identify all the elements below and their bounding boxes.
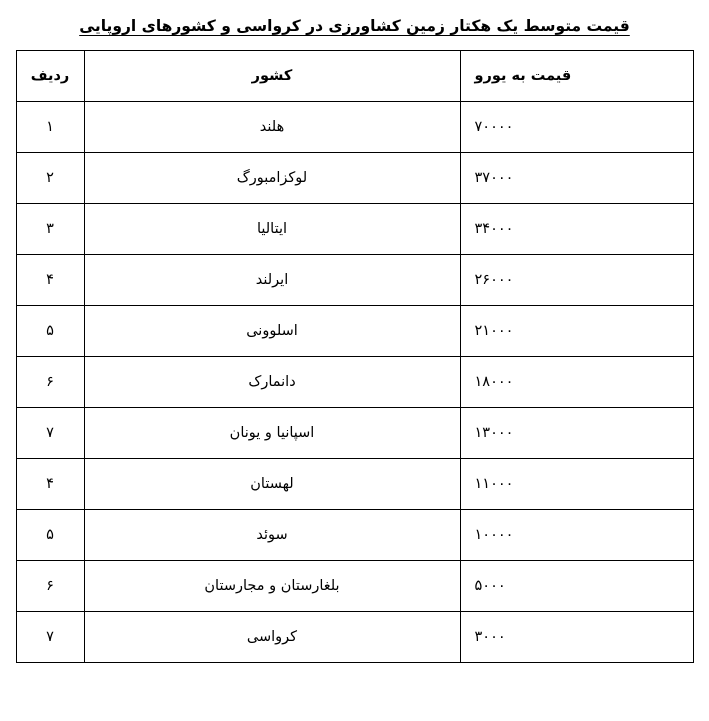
cell-country: دانمارک xyxy=(84,357,460,408)
cell-price: ۱۰۰۰۰ xyxy=(460,510,693,561)
page-title: قیمت متوسط یک هکتار زمین کشاورزی در کرواسی و کشورهای اروپایی xyxy=(79,17,630,35)
cell-price: ۱۳۰۰۰ xyxy=(460,408,693,459)
cell-price: ۵۰۰۰ xyxy=(460,561,693,612)
cell-index: ۴ xyxy=(16,255,84,306)
cell-country: اسپانیا و یونان xyxy=(84,408,460,459)
cell-index: ۵ xyxy=(16,510,84,561)
cell-price: ۲۶۰۰۰ xyxy=(460,255,693,306)
cell-country: ایرلند xyxy=(84,255,460,306)
table-row xyxy=(16,459,693,510)
cell-index: ۶ xyxy=(16,357,84,408)
cell-index: ۷ xyxy=(16,408,84,459)
cell-country: هلند xyxy=(84,102,460,153)
cell-country: ایتالیا xyxy=(84,204,460,255)
cell-country: کرواسی xyxy=(84,612,460,663)
table-header xyxy=(16,51,693,102)
table-row xyxy=(16,612,693,663)
column-header-price: قیمت به یورو xyxy=(460,51,693,102)
cell-index: ۲ xyxy=(16,153,84,204)
cell-country: سوئد xyxy=(84,510,460,561)
table-row xyxy=(16,255,693,306)
cell-index: ۱ xyxy=(16,102,84,153)
table-body xyxy=(16,102,693,663)
cell-price: ۱۱۰۰۰ xyxy=(460,459,693,510)
cell-price: ۲۱۰۰۰ xyxy=(460,306,693,357)
cell-country: اسلوونی xyxy=(84,306,460,357)
table-row xyxy=(16,561,693,612)
table-row xyxy=(16,306,693,357)
column-header-index: ردیف xyxy=(16,51,84,102)
table-row xyxy=(16,408,693,459)
cell-index: ۳ xyxy=(16,204,84,255)
table-row xyxy=(16,102,693,153)
table-row xyxy=(16,357,693,408)
cell-price: ۳۷۰۰۰ xyxy=(460,153,693,204)
cell-index: ۵ xyxy=(16,306,84,357)
cell-price: ۷۰۰۰۰ xyxy=(460,102,693,153)
cell-price: ۳۴۰۰۰ xyxy=(460,204,693,255)
farmland-price-table xyxy=(16,50,694,663)
table-row xyxy=(16,510,693,561)
cell-index: ۷ xyxy=(16,612,84,663)
title-container xyxy=(0,0,709,38)
cell-country: لوکزامبورگ xyxy=(84,153,460,204)
cell-country: بلغارستان و مجارستان xyxy=(84,561,460,612)
cell-index: ۴ xyxy=(16,459,84,510)
cell-price: ۳۰۰۰ xyxy=(460,612,693,663)
table-row xyxy=(16,204,693,255)
table-header-row xyxy=(16,51,693,102)
column-header-country: کشور xyxy=(84,51,460,102)
cell-price: ۱۸۰۰۰ xyxy=(460,357,693,408)
cell-country: لهستان xyxy=(84,459,460,510)
cell-index: ۶ xyxy=(16,561,84,612)
table-row xyxy=(16,153,693,204)
